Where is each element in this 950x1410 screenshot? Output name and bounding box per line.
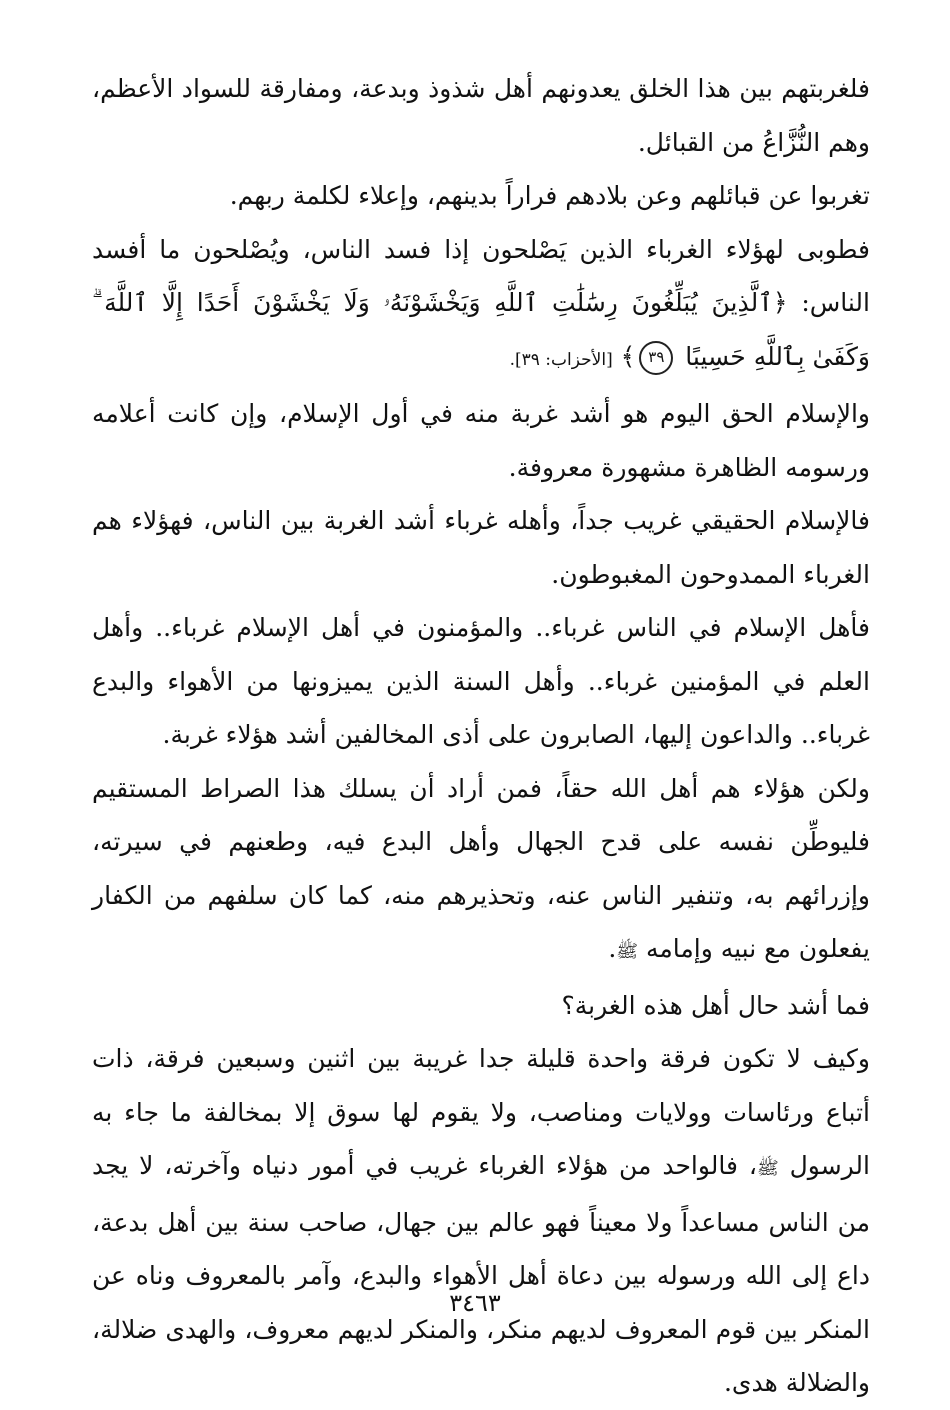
paragraph-7-end: . — [608, 934, 617, 963]
paragraph-6: فأهل الإسلام في الناس غرباء.. والمؤمنون في أهل الإسلام غرباء.. وأهل العلم في المؤمنين غرباء.. وأهل السنة الذين يميزونها من الأهواء والبدع غرباء.. والداعون إليها، الصابرون على أذى المخالفين أشد هؤلاء غربة. — [92, 613, 870, 749]
verse-number-marker: ٣٩ — [639, 341, 673, 375]
verse-citation: [الأحزاب: ٣٩]. — [509, 349, 613, 370]
paragraph-8: فما أشد حال أهل هذه الغربة؟ — [561, 990, 870, 1020]
quran-verse: ﴿ٱلَّذِينَ يُبَلِّغُونَ رِسَٰلَٰتِ ٱللَّهِ وَيَخْشَوْنَهُۥ وَلَا يَخْشَوْنَ أَحَدًا إِلَّا ٱللَّهَ ۗ وَكَفَىٰ بِٱللَّهِ حَسِيبًا — [92, 288, 870, 371]
honorific-symbol: ﷺ — [616, 941, 639, 962]
paragraph-3-intro: فطوبى لهؤلاء الغرباء الذين يَصْلحون إذا فسد الناس، ويُصْلحون ما أفسد الناس: — [92, 234, 870, 317]
paragraph-3 — [92, 223, 870, 388]
paragraph-9-part-1: وكيف لا تكون فرقة واحدة قليلة جدا غريبة بين اثنين وسبعين فرقة، ذات أتباع ورئاسات وولايات ومناصب، ولا يقوم لها سوق إلا بمخالفة ما جاء به الرسول — [92, 1044, 870, 1180]
paragraph-5: فالإسلام الحقيقي غريب جداً، وأهله غرباء أشد الغربة بين الناس، فهؤلاء هم الغرباء الممدوحون المغبوطون. — [92, 506, 870, 589]
paragraph-7-text: ولكن هؤلاء هم أهل الله حقاً، فمن أراد أن يسلك هذا الصراط المستقيم فليوطِّن نفسه على قدح الجهال وأهل البدع فيه، وطعنهم في سيرته، وإزرائهم به، وتنفير الناس عنه، وتحذيرهم منه، كما كان سلفهم من الكفار يفعلون مع نبيه وإمامه — [92, 773, 870, 963]
paragraph-7 — [92, 762, 870, 979]
paragraph-1: فلغربتهم بين هذا الخلق يعدونهم أهل شذوذ وبدعة، ومفارقة للسواد الأعظم، وهم النُّزَّاعُ من القبائل. — [92, 74, 870, 157]
paragraph-4: والإسلام الحق اليوم هو أشد غربة منه في أول الإسلام، وإن كانت أعلامه ورسومه الظاهرة مشهورة معروفة. — [92, 399, 870, 482]
page-body — [92, 62, 870, 1410]
page-number: ٣٤٦٣ — [449, 1289, 501, 1317]
quran-verse-close: ﴾ — [620, 341, 636, 371]
honorific-symbol: ﷺ — [756, 1158, 779, 1179]
paragraph-2: تغربوا عن قبائلهم وعن بلادهم فراراً بدينهم، وإعلاء لكلمة ربهم. — [229, 181, 870, 210]
paragraph-9-part-2: ، فالواحد من هؤلاء الغرباء غريب في أمور دنياه وآخرته، لا يجد من الناس مساعداً ولا معيناً فهو عالم بين جهال، صاحب سنة بين أهل بدعة، داع إلى الله ورسوله بين دعاة أهل الأهواء والبدع، وآمر بالمعروف وناه عن المنكر بين قوم المعروف لديهم منكر، والمنكر لديهم معروف، والهدى ضلالة، والضلالة هدى. — [92, 1151, 870, 1397]
paragraph-9 — [92, 1032, 870, 1410]
